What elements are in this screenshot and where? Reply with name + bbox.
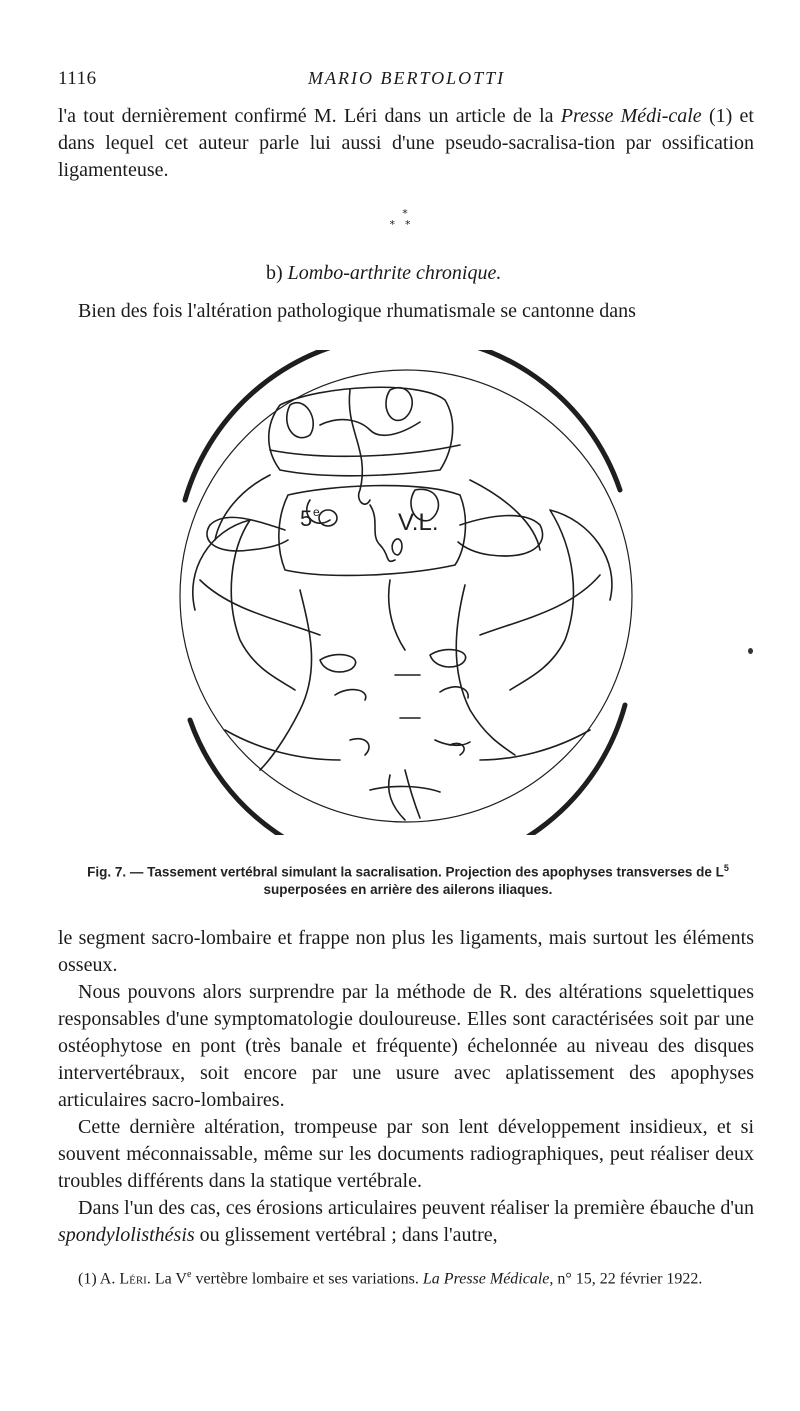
footnote-sup: e [186,1269,192,1280]
transverse-process-left [207,517,288,551]
subheading-title: Lombo-arthrite chronique. [287,262,502,284]
pedicle-oval-left [319,510,337,526]
page-number: 1116 [58,68,97,89]
vertebra-upper-outline [269,387,453,476]
paragraph-2-text: Bien des fois l'altération pathologique rhumatismale se cantonne dans [78,300,636,322]
label-l5: 5 [300,506,313,531]
iliac-crest-right-inner [480,575,600,635]
paragraph-3-line-3-text: Cette dernière altération, trompeuse par son lent développement insidieux, et si souvent méconnaissable, même sur les documents radiographiques, peut réaliser deux troubles différents dans la statique vertébrale. [58,1116,754,1192]
transverse-process-right [458,516,543,556]
label-l5-sup: e [313,505,320,519]
caption-text: — Tassement vertébral simulant la sacralisation. Projection des apophyses transverses de L [126,864,724,880]
subheading-letter: b) [266,262,283,284]
section-subheading [266,262,501,285]
sacrum-center [389,580,405,650]
circle-frame-guide [180,370,632,822]
paragraph-3-line-3 [58,1114,754,1195]
figure-caption [58,860,758,898]
sacral-lower [370,786,440,792]
paragraph-3-line-4-italic: spondylolisthésis [58,1224,195,1246]
sacrum-outline-right [456,585,515,755]
paragraph-3-line-2-text: Nous pouvons alors surprendre par la méthode de R. des altérations squelettiques responsables d'une symptomatologie douloureuse. Elles sont caractérisées soit par une ostéophytose en pont (très banale et fréquente) échelonnée au niveau des disques intervertébraux, soit encore par une usure avec aplatissement des apophyses articulaires sacro-lombaires. [58,981,754,1111]
vertebra-l5-pedicle [370,505,395,561]
paragraph-1-text-a: l'a tout dernièrement confirmé M. Léri dans un article de la [58,105,561,127]
footnote-number: (1) [78,1270,97,1288]
footnote-text-c: n° 15, 22 février 1922. [553,1270,703,1288]
paragraph-3-line-4-a: Dans l'un des cas, ces érosions articulaires peuvent réaliser la première ébauche d'un [78,1197,754,1219]
vl-mark-detail [392,539,402,555]
footnote-journal: La Presse Médicale, [422,1270,554,1288]
vertebra-upper-process-right [386,388,412,421]
footnote-author-initial: A. [99,1270,116,1288]
pubic-right [480,730,590,760]
pubic-left [225,730,340,760]
footnote [58,1265,754,1288]
sacral-foramen-left-2 [335,690,366,700]
paragraph-3-line-2 [58,979,754,1114]
sacral-foramen-left-3 [350,739,369,755]
iliac-wing-right [510,510,612,690]
caption-sup: 5 [723,863,729,873]
asterism: * ** [389,207,421,231]
figure-7-radiograph-tracing [170,350,640,835]
circle-frame-bottom-arc [190,705,625,835]
vertebra-upper-process-left [287,403,313,438]
caption-label: Fig. 7. [87,864,127,880]
sacral-line-3 [435,740,470,745]
paragraph-2 [58,298,754,325]
vertebra-upper-lower-edge [270,445,460,456]
radiograph-tracing-drawing [170,350,640,835]
circle-frame-top-arc [185,350,620,500]
iliac-crest-left-inner [200,580,320,635]
paragraph-1-journal: Presse Médi-cale [560,105,702,127]
paragraph-3-line-4 [58,1195,754,1249]
running-head: MARIO BERTOLOTTI [308,68,506,88]
caption-text-end: superposées en arrière des ailerons iliaques. [263,881,553,897]
paragraph-3-line-4-b: ou glissement vertébral ; dans l'autre, [194,1224,498,1246]
footnote-text-a: La V [150,1270,187,1288]
sacral-foramen-left-1 [320,655,356,672]
sacral-foramen-right-1 [430,650,466,667]
page-header [58,68,758,90]
paragraph-1 [58,103,754,184]
stray-ink-mark [748,648,753,654]
footnote-text-b: vertèbre lombaire et ses variations. [191,1270,423,1288]
footnote-author: Léri. [119,1270,151,1288]
coccyx [389,770,420,820]
paragraph-1-text-c: (1) et dans lequel cet auteur parle lui aussi d'une pseudo-sacralisa-tion par ossification ligamenteuse. [58,105,754,181]
paragraph-3-line-1: le segment sacro-lombaire et frappe non plus les ligaments, mais surtout les éléments osseux. [58,927,754,976]
lamina-upper [320,420,420,436]
label-vl: V.L. [398,509,439,536]
paragraph-3 [58,925,754,1249]
